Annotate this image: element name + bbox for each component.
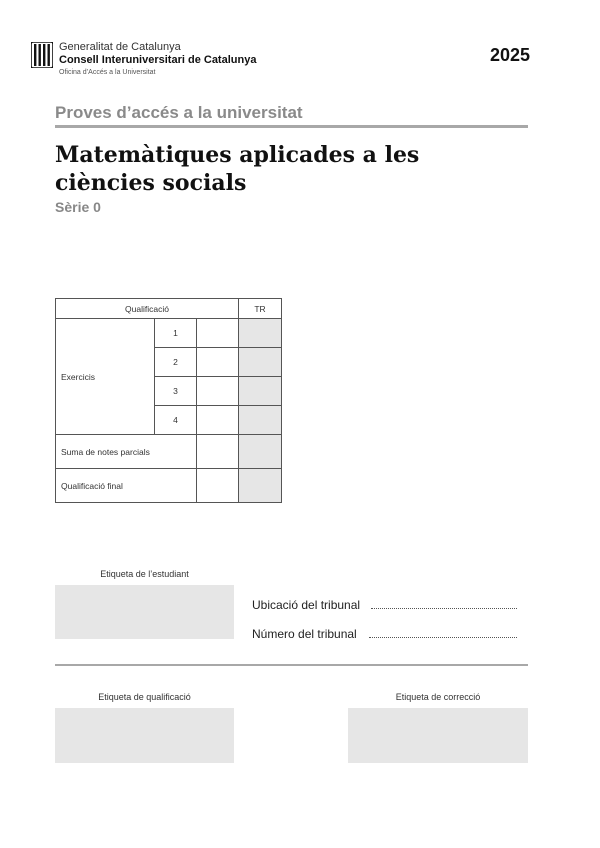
exercise-tr-cell — [239, 377, 282, 406]
final-label: Qualificació final — [56, 469, 197, 503]
organization-block — [59, 42, 256, 76]
qualificacio-header: Qualificació — [56, 299, 239, 319]
sum-row — [56, 435, 282, 469]
exercise-tr-cell — [239, 319, 282, 348]
org-name-council: Consell Interuniversitari de Catalunya — [59, 54, 257, 66]
exercise-number: 4 — [155, 406, 197, 435]
sum-tr-cell — [239, 435, 282, 469]
header-divider — [55, 125, 528, 128]
proves-heading: Proves d’accés a la universitat — [55, 103, 303, 122]
student-label-caption: Etiqueta de l’estudiant — [100, 569, 189, 579]
exercises-label: Exercicis — [56, 319, 155, 435]
section-divider — [55, 664, 528, 666]
exam-title: Matemàtiques aplicades a les ciències socials — [55, 142, 420, 196]
tribunal-number-label: Número del tribunal — [252, 627, 357, 641]
final-grade-cell[interactable] — [197, 469, 239, 503]
tr-header: TR — [239, 299, 282, 319]
correction-label-box — [348, 708, 528, 763]
org-name-generalitat: Generalitat de Catalunya — [59, 41, 181, 53]
exercise-tr-cell — [239, 406, 282, 435]
grade-label-box — [55, 708, 234, 763]
tribunal-location-line[interactable] — [371, 608, 517, 609]
table-header-row — [56, 299, 282, 319]
exercise-number: 1 — [155, 319, 197, 348]
grade-label-caption: Etiqueta de qualificació — [98, 692, 191, 702]
exercise-grade-cell[interactable] — [197, 377, 239, 406]
sum-grade-cell[interactable] — [197, 435, 239, 469]
exercise-grade-cell[interactable] — [197, 406, 239, 435]
org-name-office: Oficina d’Accés a la Universitat — [59, 69, 156, 76]
final-row — [56, 469, 282, 503]
final-tr-cell — [239, 469, 282, 503]
grades-table — [55, 298, 282, 503]
exercise-grade-cell[interactable] — [197, 348, 239, 377]
exercise-number: 3 — [155, 377, 197, 406]
exam-year: 2025 — [489, 45, 530, 65]
tribunal-number-line[interactable] — [369, 637, 517, 638]
exercise-grade-cell[interactable] — [197, 319, 239, 348]
exercise-number: 2 — [155, 348, 197, 377]
tribunal-location-label: Ubicació del tribunal — [252, 598, 361, 612]
exercise-tr-cell — [239, 348, 282, 377]
student-label-box — [55, 585, 234, 639]
exam-series: Sèrie 0 — [55, 199, 101, 215]
catalan-flag-stripes-icon — [31, 42, 53, 68]
exercise-row — [56, 319, 282, 348]
sum-label: Suma de notes parcials — [56, 435, 197, 469]
correction-label-caption: Etiqueta de correcció — [395, 692, 481, 702]
